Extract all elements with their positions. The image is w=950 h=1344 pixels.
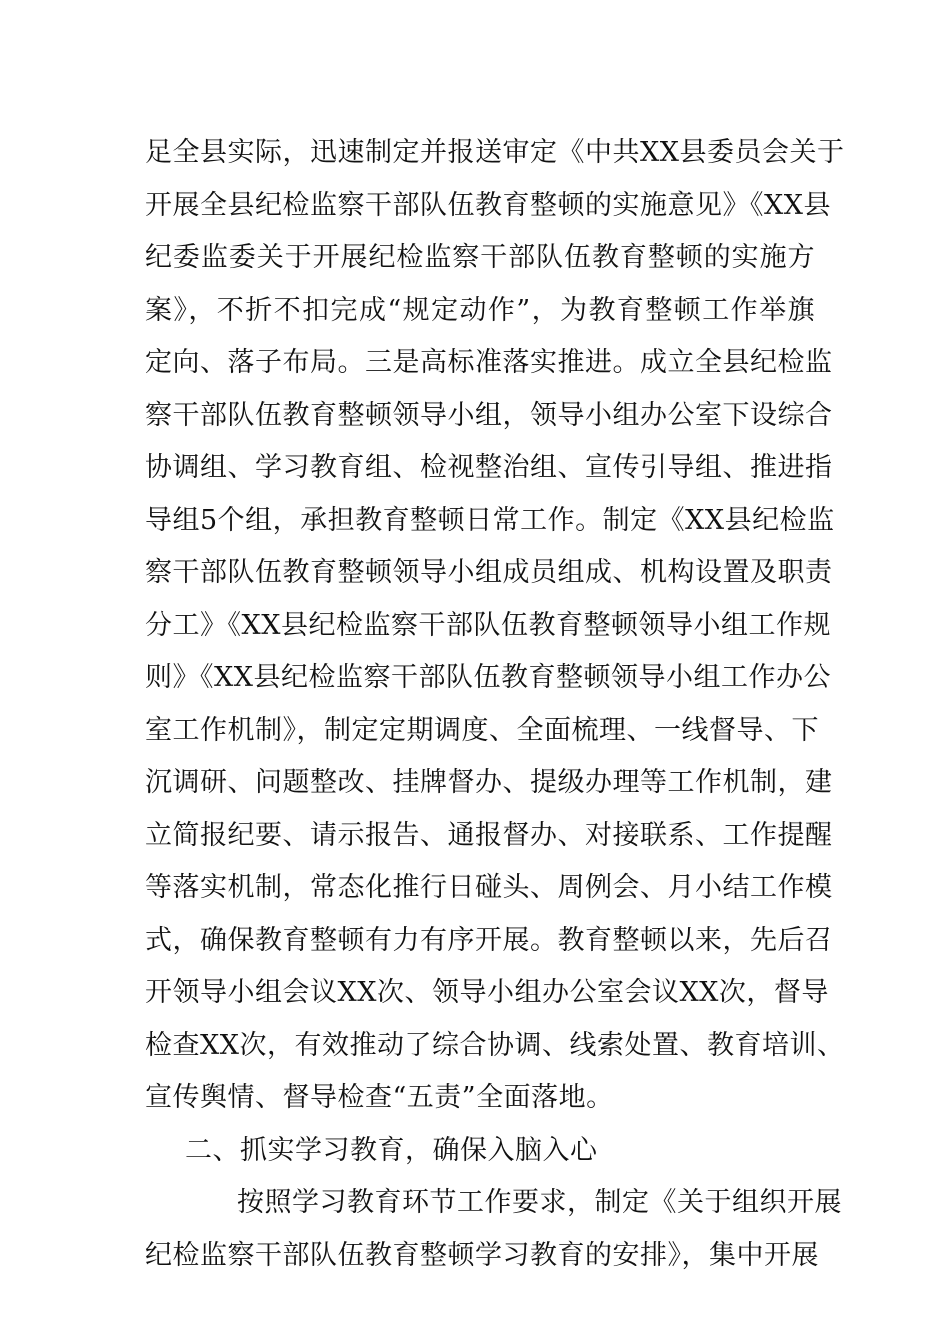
paragraph-line: 案》，不折不扣完成“规定动作”，为教育整顿工作举旗 <box>145 294 815 326</box>
document-body <box>145 127 845 1282</box>
paragraph-line: 协调组、学习教育组、检视整治组、宣传引导组、推进指 <box>145 452 833 483</box>
paragraph-line: 定向、落子布局。三是高标准落实推进。成立全县纪检监 <box>145 347 833 378</box>
paragraph-line: 按照学习教育环节工作要求，制定《关于组织开展 <box>237 1187 842 1218</box>
paragraph-line: 检查XX次，有效推动了综合协调、线索处置、教育培训、 <box>145 1029 845 1061</box>
paragraph-line: 宣传舆情、督导检查“五责”全面落地。 <box>145 1082 614 1113</box>
paragraph-line: 纪检监察干部队伍教育整顿学习教育的安排》，集中开展 <box>145 1239 819 1271</box>
paragraph-line: 立简报纪要、请示报告、通报督办、对接联系、工作提醒 <box>145 819 833 851</box>
paragraph-line: 式，确保教育整顿有力有序开展。教育整顿以来，先后召 <box>145 924 833 956</box>
paragraph-line: 察干部队伍教育整顿领导小组成员组成、机构设置及职责 <box>145 557 833 588</box>
paragraph-line: 察干部队伍教育整顿领导小组，领导小组办公室下设综合 <box>145 399 833 431</box>
paragraph-line: 开展全县纪检监察干部队伍教育整顿的实施意见》《XX县 <box>145 189 831 221</box>
paragraph-line: 等落实机制，常态化推行日碰头、周例会、月小结工作模 <box>145 872 833 903</box>
section-heading: 二、抓实学习教育，确保入脑入心 <box>185 1134 598 1166</box>
paragraph-line: 开领导小组会议XX次、领导小组办公室会议XX次，督导 <box>145 977 829 1008</box>
paragraph-line: 分工》《XX县纪检监察干部队伍教育整顿领导小组工作规 <box>145 609 831 641</box>
paragraph-line: 室工作机制》，制定定期调度、全面梳理、一线督导、下 <box>145 714 819 746</box>
paragraph-line: 则》《XX县纪检监察干部队伍教育整顿领导小组工作办公 <box>145 662 831 693</box>
paragraph-line: 导组5个组，承担教育整顿日常工作。制定《XX县纪检监 <box>145 504 835 536</box>
paragraph-line: 纪委监委关于开展纪检监察干部队伍教育整顿的实施方 <box>145 242 815 273</box>
paragraph-line: 沉调研、问题整改、挂牌督办、提级办理等工作机制，建 <box>145 767 833 798</box>
paragraph-line: 足全县实际，迅速制定并报送审定《中共XX县委员会关于 <box>145 137 845 168</box>
